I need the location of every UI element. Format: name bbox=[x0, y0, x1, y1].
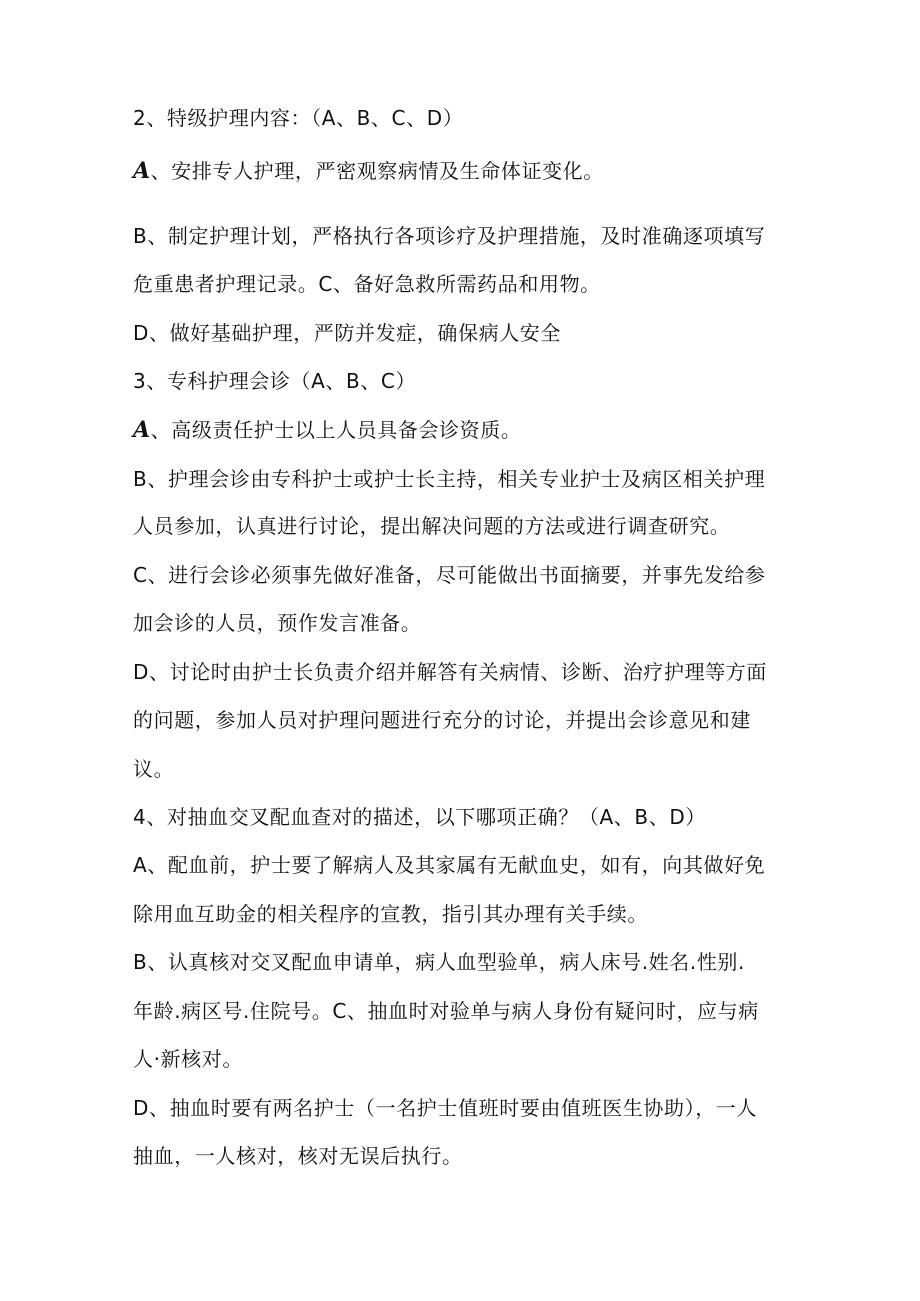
text-line: 3、专科护理会诊（A、B、C） bbox=[133, 369, 417, 393]
text-line: 2、特级护理内容：（A、B、C、D） bbox=[133, 106, 464, 130]
text-line: 危重患者护理记录。C、备好急救所需药品和用物。 bbox=[133, 272, 601, 296]
text-line: B、认真核对交叉配血申请单，病人血型验单，病人床号.姓名.性别. bbox=[133, 950, 745, 974]
text-line: 抽血，一人核对，核对无误后执行。 bbox=[133, 1144, 463, 1168]
text-line: A、配血前，护士要了解病人及其家属有无献血史，如有，向其做好免 bbox=[133, 853, 766, 877]
text-line: 除用血互助金的相关程序的宣教，指引其办理有关手续。 bbox=[133, 902, 648, 926]
text-line: C、进行会诊必须事先做好准备，尽可能做出书面摘要，并事先发给参 bbox=[133, 563, 766, 587]
text-line: 年龄.病区号.住院号。C、抽血时对验单与病人身份有疑问时，应与病 bbox=[133, 999, 759, 1023]
text-line: 4、对抽血交叉配血查对的描述，以下哪项正确？（A、B、D） bbox=[133, 805, 706, 829]
text-line bbox=[133, 416, 803, 444]
item-letter: A bbox=[133, 158, 151, 184]
text-line: B、制定护理计划，严格执行各项诊疗及护理措施，及时准确逐项填写 bbox=[133, 224, 766, 248]
text-line: 人员参加，认真进行讨论，提出解决问题的方法或进行调查研究。 bbox=[133, 514, 731, 538]
text-line bbox=[133, 157, 803, 185]
text-line: 议。 bbox=[133, 757, 175, 781]
text-line: D、做好基础护理，严防并发症，确保病人安全 bbox=[133, 321, 561, 345]
text-line: 人·新核对。 bbox=[133, 1047, 243, 1071]
text-line: 加会诊的人员，预作发言准备。 bbox=[133, 611, 422, 635]
item-letter: A bbox=[133, 417, 151, 443]
item-text: 、安排专人护理，严密观察病情及生命体证变化。 bbox=[150, 159, 604, 183]
text-line: D、抽血时要有两名护士（一名护士值班时要由值班医生协助），一人 bbox=[133, 1096, 757, 1120]
text-line: B、护理会诊由专科护士或护士长主持，相关专业护士及病区相关护理 bbox=[133, 467, 766, 491]
item-text: 、高级责任护士以上人员具备会诊资质。 bbox=[150, 418, 522, 442]
text-line: 的问题，参加人员对护理问题进行充分的讨论，并提出会诊意见和建 bbox=[133, 708, 751, 732]
text-line: D、讨论时由护士长负责介绍并解答有关病情、诊断、治疗护理等方面 bbox=[133, 660, 767, 684]
